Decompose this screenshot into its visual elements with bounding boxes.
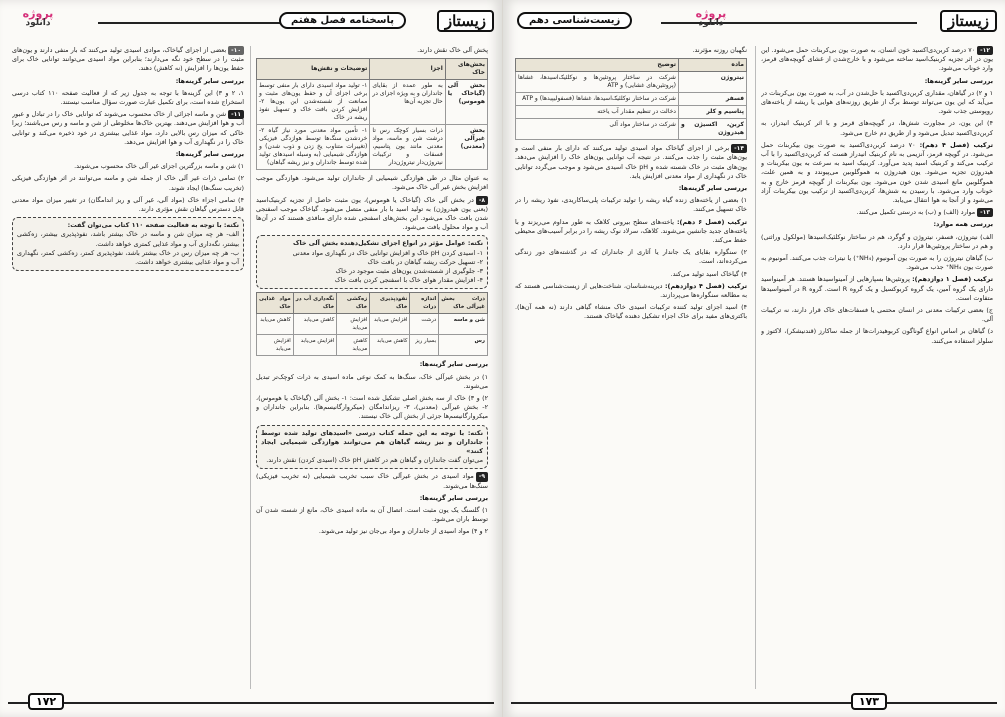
table-row: پتاسیم و کلر دخالت در تنظیم مقدار آب یاخته [516,106,747,119]
brand-logo: زیستاز [940,10,997,32]
page-number: ۱۷۳ [851,693,887,710]
soil-parts-table [256,58,488,170]
table-header: بخش‌های خاک [445,59,487,80]
column-divider [755,46,756,689]
soil-particles-table: ذرات بخش غیرآلی خاک اندازه ذرات نفوذپذیری خاک زه‌کشی خاک نگه‌داری آب در خاک مواد غذایی خاک شن و ماسه درشت افزایش می‌یابد افزایش می‌یابد کاهش می‌یابد کاهش می‌یابد رس بسیار ریز کاهش می‌یابد کاهش می‌یابد افزایش می‌یابد افزایش می‌یابد [256,292,488,356]
question-13: ۱۳-موارد (الف) و (ب) به درستی تکمیل می‌کنند. [761,208,993,217]
question-10: ۱۰-بعضی از اجزای گیاخاک، موادی اسیدی تولید می‌کنند که بار منفی دارند و یون‌های مثبت را در سطح خود نگه می‌دارند؛ بنابراین مواد اسیدی می‌توانند توانایی خاک برای حفظ یون‌ها را افزایش (نه کاهش) دهند. [12,46,244,73]
question-11: ۱۱-شن و ماسه اجزائی از خاک محسوب می‌شوند که توانایی خاک را در تبادل و عبور آب و هوا افزایش می‌دهند. بهترین خاک‌ها مخلوطی از شن و ماسه و رس می‌باشند؛ زیرا خاکی که میزان رس بالایی دارد، مواد غذایی بیشتری در خود ذخیره می‌کند و توانایی خاک را در نگهداری آب و هوا افزایش می‌دهد. [12,110,244,146]
column-divider [250,46,251,689]
question-9: ۹-مواد اسیدی در بخش غیرآلی خاک سبب تخریب شیمیایی (نه تخریب فیزیکی) سنگ‌ها می‌شوند. [256,472,488,490]
page-number: ۱۷۲ [28,693,64,710]
page-header [8,6,494,40]
table-row: شن و ماسه درشت افزایش می‌یابد افزایش می‌یابد کاهش می‌یابد کاهش می‌یابد [257,314,488,335]
page-header [511,6,997,40]
nutrients-table: ماده توضیح نیتروژن شرکت در ساختار پروتئین‌ها و نوکلئیک‌اسیدها، غشاها (پروتئین‌های غشایی) و ATP فسفر شرکت در ساختار نوکلئیک‌اسیدها، غشاها (فسفولیپیدها) و ATP پتاسیم و کلر دخالت در تنظیم مقدار آب یاخته کربن، اکسیژن و هیدروژن شرکت در ساختار مواد آلی [515,58,747,140]
book-banner: زیست‌شناسی دهم [517,12,632,29]
note-box: نکته: با توجه به این جمله کتاب درسی «اسیدهای تولید شده توسط جانداران و نیز ریشه گیاهان هم می‌توانند هوازدگی شیمیایی ایجاد کنند» می‌توان گفت جانداران و گیاهان هم در کاهش pH خاک (اسیدی کردن) نقش دارند. [256,425,488,470]
table-header: توضیحات و نقش‌ها [257,59,370,80]
paragraph: به عنوان مثال در طی هوازدگی شیمیایی از جانداران تولید می‌شود. هوازدگی موجب افزایش بخش غیر آلی خاک می‌شود. [256,174,488,192]
column-right: پخش آلی خاک نقش دارند. بخش‌های خاک اجزا توضیحات و نقش‌ها بخش آلی (گیاخاک یا هوموس) به طور عمده از بقایای جانداران و به ویژه اجزای در حال تجزیه آن‌ها ۱- تولید مواد اسیدی دارای بار منفی توسط برخی اجزای آن و حفظ یون‌های مثبت و ممانعت از شسته‌شدن این یون‌ها ۲- افزایش کردن بافت خاک و تسهیل نفوذ ریشه در خاک بخش غیرآلی (معدنی) ذرات بسیار کوچک رس تا درشت شن و ماسه، مواد معدنی مانند یون پتاسیم، فسفات و ترکیبات نیتروژن‌دار نیتروژن‌دار ۱- تأمین مواد معدنی مورد نیاز گیاه ۲- خردشدن سنگ‌ها توسط هوازدگی فیزیکی (تغییرات متناوب یخ زدن و ذوب شدن) و هوازدگی شیمیایی (به وسیله اسیدهای تولید شده توسط جانداران و نیز ریشه گیاهان) به عنوان مثال در طی هوازدگی شیمیایی از جانداران تولید می‌شود. هوازدگی موجب افزایش بخش غیر آلی خاک می‌شود. ۸-در بخش آلی خاک (گیاخاک یا هوموس)، یون مثبت حاصل از تجزیه کربنیک‌اسید (یعنی یون هیدروژن) به تولید اسید با بار منفی متصل می‌شود. گیاخاک موجب اسفنجی شدن بافت خاک می‌شود. این بخش‌های اسفنجی شده دارای منافذی هستند که در آن‌ها آب و مواد محلول یافت می‌شود. نکته: عوامل مؤثر در انواع اجزای تشکیل‌دهنده بخش آلی خاک ۱- اسیدی کردن pH خاک و افزایش توانایی خاک در نگهداری مواد معدنی ۲- تسهیل حرکت ریشه گیاهان در بافت خاک ۳- جلوگیری از شسته‌شدن یون‌های مثبت موجود در خاک ۴- افزایش مقدار هوای خاک با اسفنجی کردن بافت خاک ذرات بخش غیرآلی خاک اندازه ذرات نفوذپذیری خاک زه‌کشی خاک نگه‌داری آب در خاک مواد غذایی خاک شن و ماسه درشت افزایش می‌یابد افزایش می‌یابد کاهش می‌یابد کاهش می‌یابد رس بسیار ریز کاهش می‌یابد کاهش می‌یابد افزایش می‌یابد افزایش می‌یابد بررسی سایر گزینه‌ها: ۱) در بخش غیرآلی خاک، سنگ‌ها به کمک نوعی ماده اسیدی به ذرات کوچک‌تر تبدیل می‌شوند. ۲) و ۳) خاک از سه بخش اصلی تشکیل شده است: ۱- بخش آلی (گیاخاک یا هوموس)، ۲- بخش غیرآلی (معدنی)، ۳- ریزاندامگان (میکروارگانیسم‌ها). بنابراین جانداران و میکروارگانیسم‌ها جزئی از بخش آلی خاک نیستند. نکته: با توجه به این جمله کتاب درسی «اسیدهای تولید شده توسط جانداران و نیز ریشه گیاهان هم می‌توانند هوازدگی شیمیایی ایجاد کنند» می‌توان گفت جانداران و گیاهان هم در کاهش pH خاک (اسیدی کردن) نقش دارند. ۹-مواد اسیدی در بخش غیرآلی خاک سبب تخریب شیمیایی (نه تخریب فیزیکی) سنگ‌ها می‌شوند. بررسی سایر گزینه‌ها: ۱) گلسنگ یک یون مثبت است. اتصال آن به ماده اسیدی خاک، مانع از شسته شدن آن توسط باران می‌شود. ۲ و ۴) مواد اسیدی از جانداران و مواد بی‌جان نیز تولید می‌شوند. [256,46,488,536]
column-left: نگهبان روزنه مؤثرند. ماده توضیح نیتروژن شرکت در ساختار پروتئین‌ها و نوکلئیک‌اسیدها، غشاها (پروتئین‌های غشایی) و ATP فسفر شرکت در ساختار نوکلئیک‌اسیدها، غشاها (فسفولیپیدها) و ATP پتاسیم و کلر دخالت در تنظیم مقدار آب یاخته کربن، اکسیژن و هیدروژن شرکت در ساختار مواد آلی ۱۴-برخی از اجزای گیاخاک مواد اسیدی تولید می‌کنند که دارای بار منفی است و یون‌های مثبت را جذب می‌کنند. در نتیجه آب توانایی یون‌های خاک را افزایش می‌دهد. یون‌های مثبت در خاک شسته شده و pH خاک اسیدی می‌شود و موجب می‌گردد توانایی خاک در نگهداری از مواد معدنی افزایش یابد. بررسی سایر گزینه‌ها: ۱) بعضی از یاخته‌های زنده گیاه ریشه را تولید ترکیبات پلی‌ساکاریدی، نفوذ ریشه را در خاک تسهیل می‌کنند. ترکیب (فصل ۶ دهم): یاخته‌های سطح بیرونی کلاهک به طور مداوم می‌ریزند و با یاخته‌های جدید جانشین می‌شوند. کلاهک، سرلاد نوک ریشه را در برابر آسیب‌های محیطی حفظ می‌کند. ۲) سنگواره بقایای یک جاندار یا آثاری از جانداران که در گذشته‌های دور زندگی می‌کرده‌اند، است. ۴) گیاخاک اسید تولید می‌کند. ترکیب (فصل ۴ دوازدهم): دیرینه‌شناسان، شناخت‌هایی از زیست‌شناسی هستند که به مطالعه سنگواره‌ها می‌پردازند. ۴) اسید اجزای تولید کننده ترکیبات اسیدی خاک منشاء گیاهی دارند (نه همه آن‌ها). باکتری‌های مفید برای خاک اجزاء تشکیل دهنده گیاخاک هستند. [515,46,747,321]
table-row: بخش غیرآلی (معدنی) ذرات بسیار کوچک رس تا درشت شن و ماسه، مواد معدنی مانند یون پتاسیم، فسفات و ترکیبات نیتروژن‌دار نیتروژن‌دار ۱- تأمین مواد معدنی مورد نیاز گیاه ۲- خردشدن سنگ‌ها توسط هوازدگی فیزیکی (تغییرات متناوب یخ زدن و ذوب شدن) و هوازدگی شیمیایی (به وسیله اسیدهای تولید شده توسط جانداران و نیز ریشه گیاهان) [257,125,488,170]
page-173 [503,0,1005,717]
combo-box: ترکیب (فصل ۶ دهم): یاخته‌های سطح بیرونی کلاهک به طور مداوم می‌ریزند و با یاخته‌های جدید جانشین می‌شوند. کلاهک، سرلاد نوک ریشه را در برابر آسیب‌های محیطی حفظ می‌کند. [515,217,747,245]
question-12: ۱۲-۷۰ درصد کربن‌دی‌اکسید خون انسان، به صورت یون بی‌کربنات حمل می‌شود. این یون در اثر تجزیه کربنیک‌اسید ساخته می‌شود و با خارج‌شدن از غشای گویچه‌های قرمز، وارد خوناب می‌شود. [761,46,993,73]
table-row: رس بسیار ریز کاهش می‌یابد کاهش می‌یابد افزایش می‌یابد افزایش می‌یابد [257,335,488,356]
page-footer [511,693,997,711]
combo-box: ترکیب (فصل ۱ دوازدهم): پروتئین‌ها بسپارهایی از آمینواسیدها هستند. هر آمینواسید دارای یک گروه آمین، یک گروه کربوکسیل و یک گروه R است. گروه R در آمینواسیدها متفاوت است. [761,275,993,302]
paragraph: ۱) در بخش غیرآلی خاک، سنگ‌ها به کمک نوعی ماده اسیدی به ذرات کوچک‌تر تبدیل می‌شوند. [256,372,488,390]
paragraph: ۲) و ۳) خاک از سه بخش اصلی تشکیل شده است: ۱- بخش آلی (گیاخاک یا هوموس)، ۲- بخش غیرآلی (معدنی)، ۳- ریزاندامگان (میکروارگانیسم‌ها). بنابراین جانداران و میکروارگانیسم‌ها جزئی از بخش آلی خاک نیستند. [256,394,488,421]
table-header: اجزا [370,59,445,80]
table-row: نیتروژن شرکت در ساختار پروتئین‌ها و نوکلئیک‌اسیدها، غشاها (پروتئین‌های غشایی) و ATP [516,72,747,93]
chapter-banner: پاسخنامه فصل هفتم [279,12,406,29]
brand-logo: زیستاز [437,10,494,32]
table-row: فسفر شرکت در ساختار نوکلئیک‌اسیدها، غشاها (فسفولیپیدها) و ATP [516,93,747,106]
combo-box: ترکیب (فصل ۴ دوازدهم): دیرینه‌شناسان، شناخت‌هایی از زیست‌شناسی هستند که به مطالعه سنگواره‌ها می‌پردازند. [515,281,747,300]
table-row: بخش آلی (گیاخاک یا هوموس) به طور عمده از بقایای جانداران و به ویژه اجزای در حال تجزیه آن‌ها ۱- تولید مواد اسیدی دارای بار منفی توسط برخی اجزای آن و حفظ یون‌های مثبت و ممانعت از شسته‌شدن این یون‌ها ۲- افزایش کردن بافت خاک و تسهیل نفوذ ریشه در خاک [257,80,488,125]
column-right: ۱۲-۷۰ درصد کربن‌دی‌اکسید خون انسان، به صورت یون بی‌کربنات حمل می‌شود. این یون در اثر تجزیه کربنیک‌اسید ساخته می‌شود و با خارج‌شدن از غشای گویچه‌های قرمز، وارد خوناب می‌شود. بررسی سایر گزینه‌ها: ۱ و ۲) در گیاهان، مقداری کربن‌دی‌اکسید با حل‌شدن در آب، به صورت یون بی‌کربنات در می‌آید که این یون می‌تواند توسط برگ از طریق روزنه‌های هوایی یا ریشه از یاخته‌های روپوستی جذب شود. ۴) این یون، در مجاورت شش‌ها، در گویچه‌های قرمز و با اثر کربنیک انیدراز، به کربن‌دی‌اکسید تبدیل می‌شود و از طریق دم خارج می‌شود. ترکیب (فصل ۴ دهم): ۷۰ درصد کربن‌دی‌اکسید به صورت یون بیکربنات حمل می‌شود. در گویچه قرمز، آنزیمی به نام کربنیک انیدراز هست که کربن‌دی‌اکسید را با آب ترکیب می‌کند و کربنیک اسید پدید می‌آورد. کربنیک اسید به سرعت به یون بیکربنات و هیدروژن تجزیه می‌شود. یون هیدروژن به هموگلوبین می‌پیوندد و به همین علت، هموگلوبین مانع اسیدی شدن خون می‌شود. یون بیکربنات از گویچه قرمز خارج و به خوناب وارد می‌شود. با رسیدن به شش‌ها، کربن‌دی‌اکسید از ترکیب یون بیکربنات آزاد می‌شود و از آنجا به هوا انتقال می‌یابد. ۱۳-موارد (الف) و (ب) به درستی تکمیل می‌کنند. بررسی همه موارد: الف) نیتروژن، فسفر، نیتروژن و گوگرد، هم در ساختار نوکلئیک‌اسیدها (مولکول وراثتی) و هم در ساختار پروتئین‌ها قرار دارد. ب) گیاهان نیتروژن را به صورت یون آمونیوم (NH₄⁺) یا نیترات جذب می‌کنند. آمونیوم به صورت یون NH₄⁺ جذب می‌شود. ترکیب (فصل ۱ دوازدهم): پروتئین‌ها بسپارهایی از آمینواسیدها هستند. هر آمینواسید دارای یک گروه آمین، یک گروه کربوکسیل و یک گروه R است. گروه R در آمینواسیدها متفاوت است. ج) بعضی ترکیبات معدنی در انسان محتمی یا فسفات‌های خاک قرار دارند، نه ترکیبات آلی. د) گیاهان بر اساس انواع گوناگون کربوهیدرات‌ها از جمله ساکارز (قندنیشکر)، لاکتوز و سلولز استفاده می‌کنند. [761,46,993,345]
download-logo: پروژه دانلود [22,7,54,28]
note-box: نکته: با توجه به فعالیت صفحه ۱۱۰ کتاب می‌توان گفت: الف- هر چه میزان شن و ماسه در خاک بیشتر باشد، نفوذپذیری بیشتر، زه‌کشی بیشتر، نگه‌داری آب و مواد غذایی کمتری خواهد داشت. ب- هر چه میزان رس در خاک بیشتر باشد، نفوذپذیری کمتر، زه‌کشی کمتر، نگهداری آب و مواد غذایی بیشتری خواهد داشت. [12,217,244,271]
question-14: ۱۴-برخی از اجزای گیاخاک مواد اسیدی تولید می‌کنند که دارای بار منفی است و یون‌های مثبت را جذب می‌کنند. در نتیجه آب توانایی یون‌های خاک را افزایش می‌دهد. یون‌های مثبت در خاک شسته شده و pH خاک اسیدی می‌شود و موجب می‌گردد توانایی خاک در نگهداری از مواد معدنی افزایش یابد. [515,144,747,180]
intro-text: پخش آلی خاک نقش دارند. [417,46,488,54]
note-box: نکته: عوامل مؤثر در انواع اجزای تشکیل‌دهنده بخش آلی خاک ۱- اسیدی کردن pH خاک و افزایش توانایی خاک در نگهداری مواد معدنی ۲- تسهیل حرکت ریشه گیاهان در بافت خاک ۳- جلوگیری از شسته‌شدن یون‌های مثبت موجود در خاک ۴- افزایش مقدار هوای خاک با اسفنجی کردن بافت خاک [256,235,488,289]
table-row: کربن، اکسیژن و هیدروژن شرکت در ساختار مواد آلی [516,119,747,140]
page-footer [8,693,494,711]
paragraph: بررسی سایر گزینه‌ها: [419,360,488,369]
column-left: ۱۰-بعضی از اجزای گیاخاک، موادی اسیدی تولید می‌کنند که بار منفی دارند و یون‌های مثبت را در سطح خود نگه می‌دارند؛ بنابراین مواد اسیدی می‌توانند توانایی خاک برای حفظ یون‌ها را افزایش (نه کاهش) دهند. بررسی سایر گزینه‌ها: ۱، ۲ و ۳) این گزینه‌ها با توجه به جدول زیر که از فعالیت صفحه ۱۱۰ کتاب درسی استخراج شده است، برای تکمیل عبارت صورت سؤال مناسب نیستند. ۱۱-شن و ماسه اجزائی از خاک محسوب می‌شوند که توانایی خاک را در تبادل و عبور آب و هوا افزایش می‌دهند. بهترین خاک‌ها مخلوطی از شن و ماسه و رس می‌باشند؛ زیرا خاکی که میزان رس بالایی دارد، مواد غذایی بیشتری در خود ذخیره می‌کند و توانایی خاک را در نگهداری آب و هوا افزایش می‌دهد. بررسی سایر گزینه‌ها: ۱) شن و ماسه بزرگترین اجزای غیر آلی خاک محسوب می‌شوند. ۲) تمامی ذرات غیر آلی خاک از جمله شن و ماسه می‌توانند در اثر هوازدگی فیزیکی (تخریب سنگ‌ها) ایجاد شوند. ۴) تمامی اجزاء خاک (مواد آلی، غیر آلی و ریز اندامگان) در تغییر میزان مواد معدنی قابل دسترس گیاهان نقش مؤثری دارند. نکته: با توجه به فعالیت صفحه ۱۱۰ کتاب می‌توان گفت: الف- هر چه میزان شن و ماسه در خاک بیشتر باشد، نفوذپذیری بیشتر، زه‌کشی بیشتر، نگه‌داری آب و مواد غذایی کمتری خواهد داشت. ب- هر چه میزان رس در خاک بیشتر باشد، نفوذپذیری کمتر، زه‌کشی کمتر، نگهداری آب و مواد غذایی بیشتری خواهد داشت. [12,46,244,689]
question-8: ۸-در بخش آلی خاک (گیاخاک یا هوموس)، یون مثبت حاصل از تجزیه کربنیک‌اسید (یعنی یون هیدروژن) به تولید اسید با بار منفی متصل می‌شود. گیاخاک موجب اسفنجی شدن بافت خاک می‌شود. این بخش‌های اسفنجی شده دارای منافذی هستند که در آن‌ها آب و مواد محلول یافت می‌شود. [256,195,488,232]
combo-box: ترکیب (فصل ۴ دهم): ۷۰ درصد کربن‌دی‌اکسید به صورت یون بیکربنات حمل می‌شود. در گویچه قرمز، آنزیمی به نام کربنیک انیدراز هست که کربن‌دی‌اکسید را با آب ترکیب می‌کند و کربنیک اسید پدید می‌آورد. کربنیک اسید به سرعت به یون بیکربنات و هیدروژن تجزیه می‌شود. یون هیدروژن به هموگلوبین می‌پیوندد و به همین علت، هموگلوبین مانع اسیدی شدن خون می‌شود. یون بیکربنات از گویچه قرمز خارج و به خوناب وارد می‌شود. با رسیدن به شش‌ها، کربن‌دی‌اکسید از ترکیب یون بیکربنات آزاد می‌شود و از آنجا به هوا انتقال می‌یابد. [761,140,993,205]
page-172 [0,0,502,717]
download-logo: پروژه دانلود [695,7,727,28]
